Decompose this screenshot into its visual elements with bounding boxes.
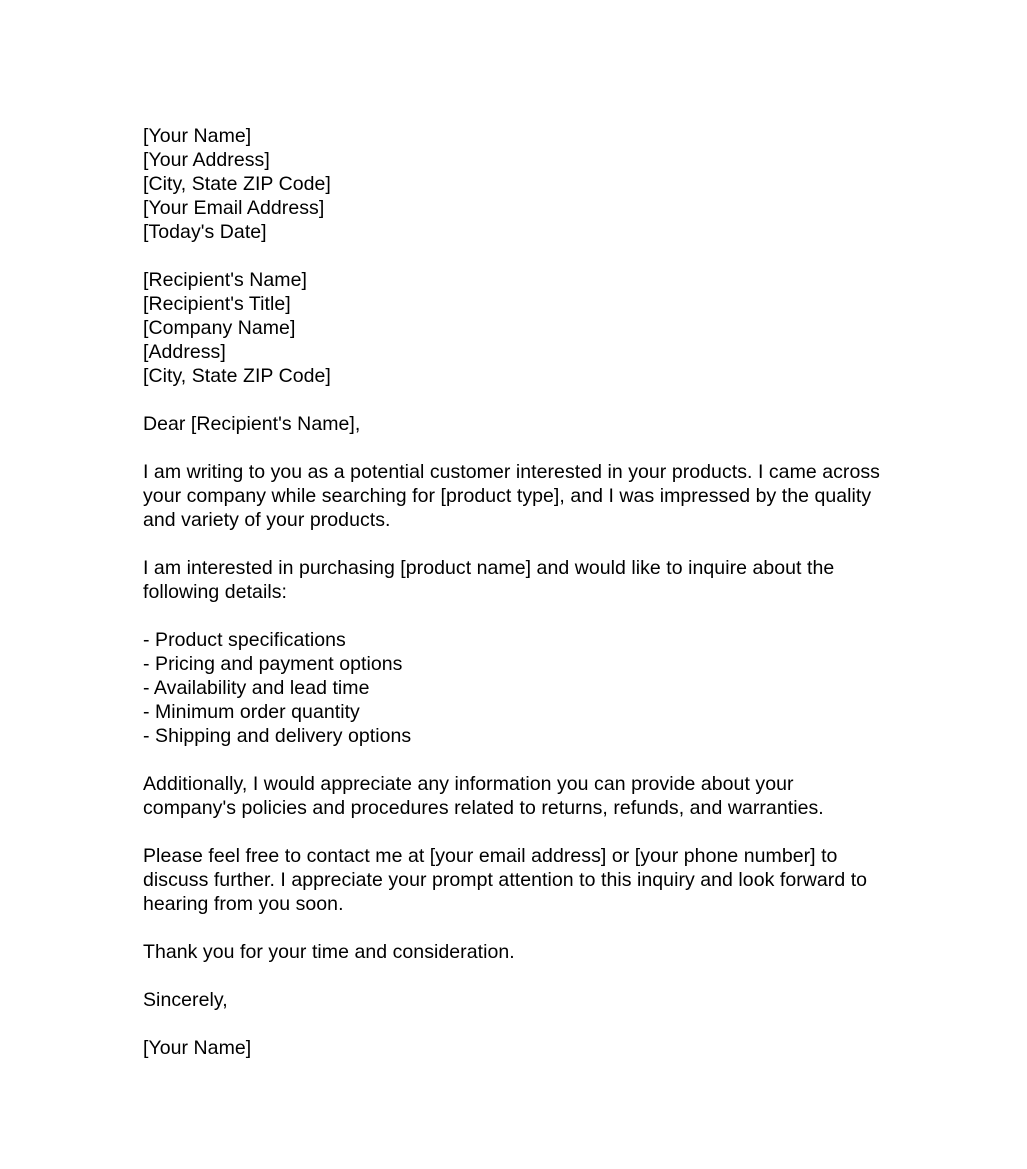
paragraph-thanks: Thank you for your time and consideration. xyxy=(143,941,515,963)
list-item: - Product specifications xyxy=(143,629,346,651)
paragraph-contact: Please feel free to contact me at [your email address] or [your phone number] to discuss further. I appreciate your prompt attention to this inquiry and look forward to hearing from you soon. xyxy=(143,845,868,915)
recipient-company: [Company Name] xyxy=(143,317,296,339)
signature-name: [Your Name] xyxy=(143,1037,252,1059)
sender-address: [Your Address] xyxy=(143,149,270,171)
list-item: - Shipping and delivery options xyxy=(143,725,412,747)
recipient-name: [Recipient's Name] xyxy=(143,269,307,291)
recipient-title: [Recipient's Title] xyxy=(143,293,291,315)
letter-body xyxy=(143,124,883,1060)
salutation: Dear [Recipient's Name], xyxy=(143,413,361,435)
list-item: - Pricing and payment options xyxy=(143,653,403,675)
sender-address-block xyxy=(143,124,883,244)
paragraph-policies: Additionally, I would appreciate any information you can provide about your company's policies and procedures related to returns, refunds, and warranties. xyxy=(143,773,824,819)
recipient-address: [Address] xyxy=(143,341,226,363)
closing: Sincerely, xyxy=(143,989,228,1011)
list-item: - Minimum order quantity xyxy=(143,701,360,723)
sender-name: [Your Name] xyxy=(143,125,252,147)
sender-city-state-zip: [City, State ZIP Code] xyxy=(143,173,331,195)
paragraph-introduction: I am writing to you as a potential customer interested in your products. I came across your company while searching for [product type], and I was impressed by the quality and variety of your products. xyxy=(143,461,880,531)
recipient-address-block xyxy=(143,268,883,388)
list-item: - Availability and lead time xyxy=(143,677,370,699)
recipient-city-state-zip: [City, State ZIP Code] xyxy=(143,365,331,387)
details-list xyxy=(143,628,883,748)
letter-date: [Today's Date] xyxy=(143,221,267,243)
paragraph-inquiry-intro: I am interested in purchasing [product name] and would like to inquire about the following details: xyxy=(143,557,835,603)
sender-email: [Your Email Address] xyxy=(143,197,325,219)
